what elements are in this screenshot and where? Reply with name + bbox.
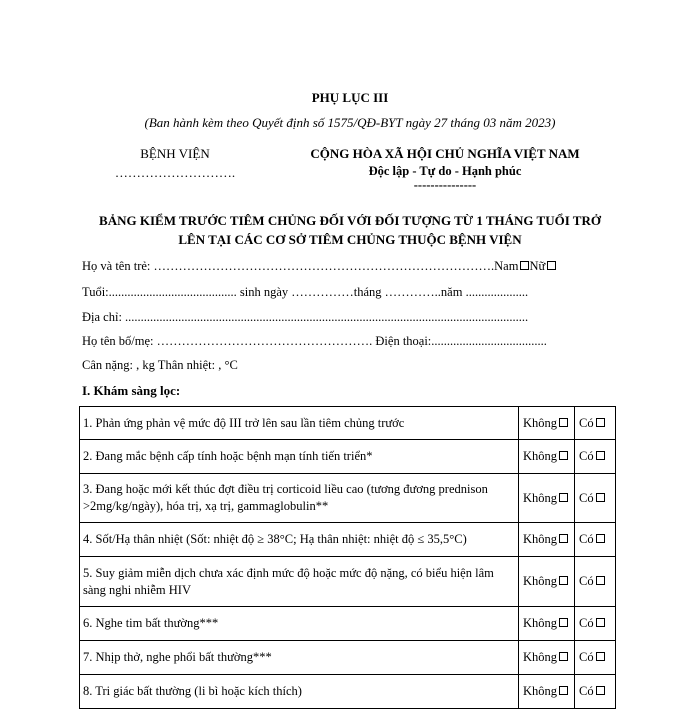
yes-option[interactable]: Có [575, 474, 616, 523]
yes-option[interactable]: Có [575, 440, 616, 474]
hospital-label: BỆNH VIỆN [140, 146, 210, 161]
issued-note: (Ban hành kèm theo Quyết định số 1575/QĐ-BYT ngày 27 tháng 03 năm 2023) [144, 115, 556, 130]
child-name-field[interactable] [82, 259, 556, 274]
section-screening-title: I. Khám sàng lọc: [82, 383, 181, 398]
no-checkbox[interactable] [559, 493, 568, 502]
no-option[interactable]: Không [519, 557, 575, 607]
no-checkbox[interactable] [559, 652, 568, 661]
screening-table [79, 406, 616, 709]
child-name-label: Họ và tên trẻ: ……………………………………………………………………….Nam [82, 259, 519, 273]
question-text: 7. Nhịp thở, nghe phổi bất thường*** [80, 641, 519, 675]
no-checkbox[interactable] [559, 418, 568, 427]
motto-rule: --------------- [413, 178, 477, 192]
appendix-title: PHỤ LỤC III [311, 90, 389, 105]
no-option[interactable]: Không [519, 607, 575, 641]
question-text: 8. Tri giác bất thường (li bì hoặc kích thích) [80, 675, 519, 709]
female-checkbox[interactable] [547, 261, 556, 270]
country-name: CỘNG HÒA XÃ HỘI CHỦ NGHĨA VIỆT NAM [310, 146, 580, 161]
weight-temperature-field[interactable]: Cân nặng: , kg Thân nhiệt: , °C [82, 358, 238, 372]
question-text: 6. Nghe tim bất thường*** [80, 607, 519, 641]
question-text: 1. Phản ứng phản vệ mức độ III trở lên sau lần tiêm chủng trước [80, 407, 519, 440]
table-row [80, 523, 616, 557]
yes-checkbox[interactable] [596, 576, 605, 585]
parent-phone-field[interactable]: Họ tên bố/mẹ: ……………………………………………. Điện thoại:..................................... [82, 334, 547, 348]
yes-checkbox[interactable] [596, 534, 605, 543]
yes-checkbox[interactable] [596, 493, 605, 502]
yes-option[interactable]: Có [575, 557, 616, 607]
question-text: 3. Đang hoặc mới kết thúc đợt điều trị corticoid liều cao (tương đương prednison >2mg/kg/ngày), hóa trị, xạ trị, gammaglobulin** [80, 474, 519, 523]
yes-checkbox[interactable] [596, 418, 605, 427]
no-option[interactable]: Không [519, 407, 575, 440]
table-row [80, 407, 616, 440]
yes-option[interactable]: Có [575, 641, 616, 675]
no-option[interactable]: Không [519, 641, 575, 675]
table-row [80, 641, 616, 675]
table-row [80, 607, 616, 641]
yes-checkbox[interactable] [596, 451, 605, 460]
table-row [80, 557, 616, 607]
yes-checkbox[interactable] [596, 686, 605, 695]
no-checkbox[interactable] [559, 451, 568, 460]
address-field[interactable]: Địa chỉ: ................................................................................................................................. [82, 310, 529, 324]
yes-option[interactable]: Có [575, 407, 616, 440]
form-title-line2: LÊN TẠI CÁC CƠ SỞ TIÊM CHỦNG THUỘC BỆNH VIỆN [178, 232, 522, 247]
age-birthdate-field[interactable]: Tuổi:......................................... sinh ngày ……………tháng …………..năm .................... [82, 285, 529, 299]
no-checkbox[interactable] [559, 534, 568, 543]
yes-option[interactable]: Có [575, 675, 616, 709]
no-option[interactable]: Không [519, 523, 575, 557]
yes-checkbox[interactable] [596, 618, 605, 627]
no-checkbox[interactable] [559, 686, 568, 695]
yes-checkbox[interactable] [596, 652, 605, 661]
table-row [80, 675, 616, 709]
table-row [80, 474, 616, 523]
question-text: 4. Sốt/Hạ thân nhiệt (Sốt: nhiệt độ ≥ 38°C; Hạ thân nhiệt: nhiệt độ ≤ 35,5°C) [80, 523, 519, 557]
no-option[interactable]: Không [519, 474, 575, 523]
yes-option[interactable]: Có [575, 523, 616, 557]
no-option[interactable]: Không [519, 675, 575, 709]
question-text: 5. Suy giảm miễn dịch chưa xác định mức độ hoặc mức độ nặng, có biểu hiện lâm sàng nghi nhiễm HIV [80, 557, 519, 607]
female-label: Nữ [529, 259, 546, 273]
table-row [80, 440, 616, 474]
hospital-name-blank: ………………………. [114, 165, 236, 180]
no-option[interactable]: Không [519, 440, 575, 474]
no-checkbox[interactable] [559, 576, 568, 585]
national-motto: Độc lập - Tự do - Hạnh phúc [368, 164, 522, 178]
yes-option[interactable]: Có [575, 607, 616, 641]
form-title-line1: BẢNG KIỂM TRƯỚC TIÊM CHỦNG ĐỐI VỚI ĐỐI TƯỢNG TỪ 1 THÁNG TUỔI TRỞ [99, 213, 601, 228]
question-text: 2. Đang mắc bệnh cấp tính hoặc bệnh mạn tính tiến triển* [80, 440, 519, 474]
no-checkbox[interactable] [559, 618, 568, 627]
